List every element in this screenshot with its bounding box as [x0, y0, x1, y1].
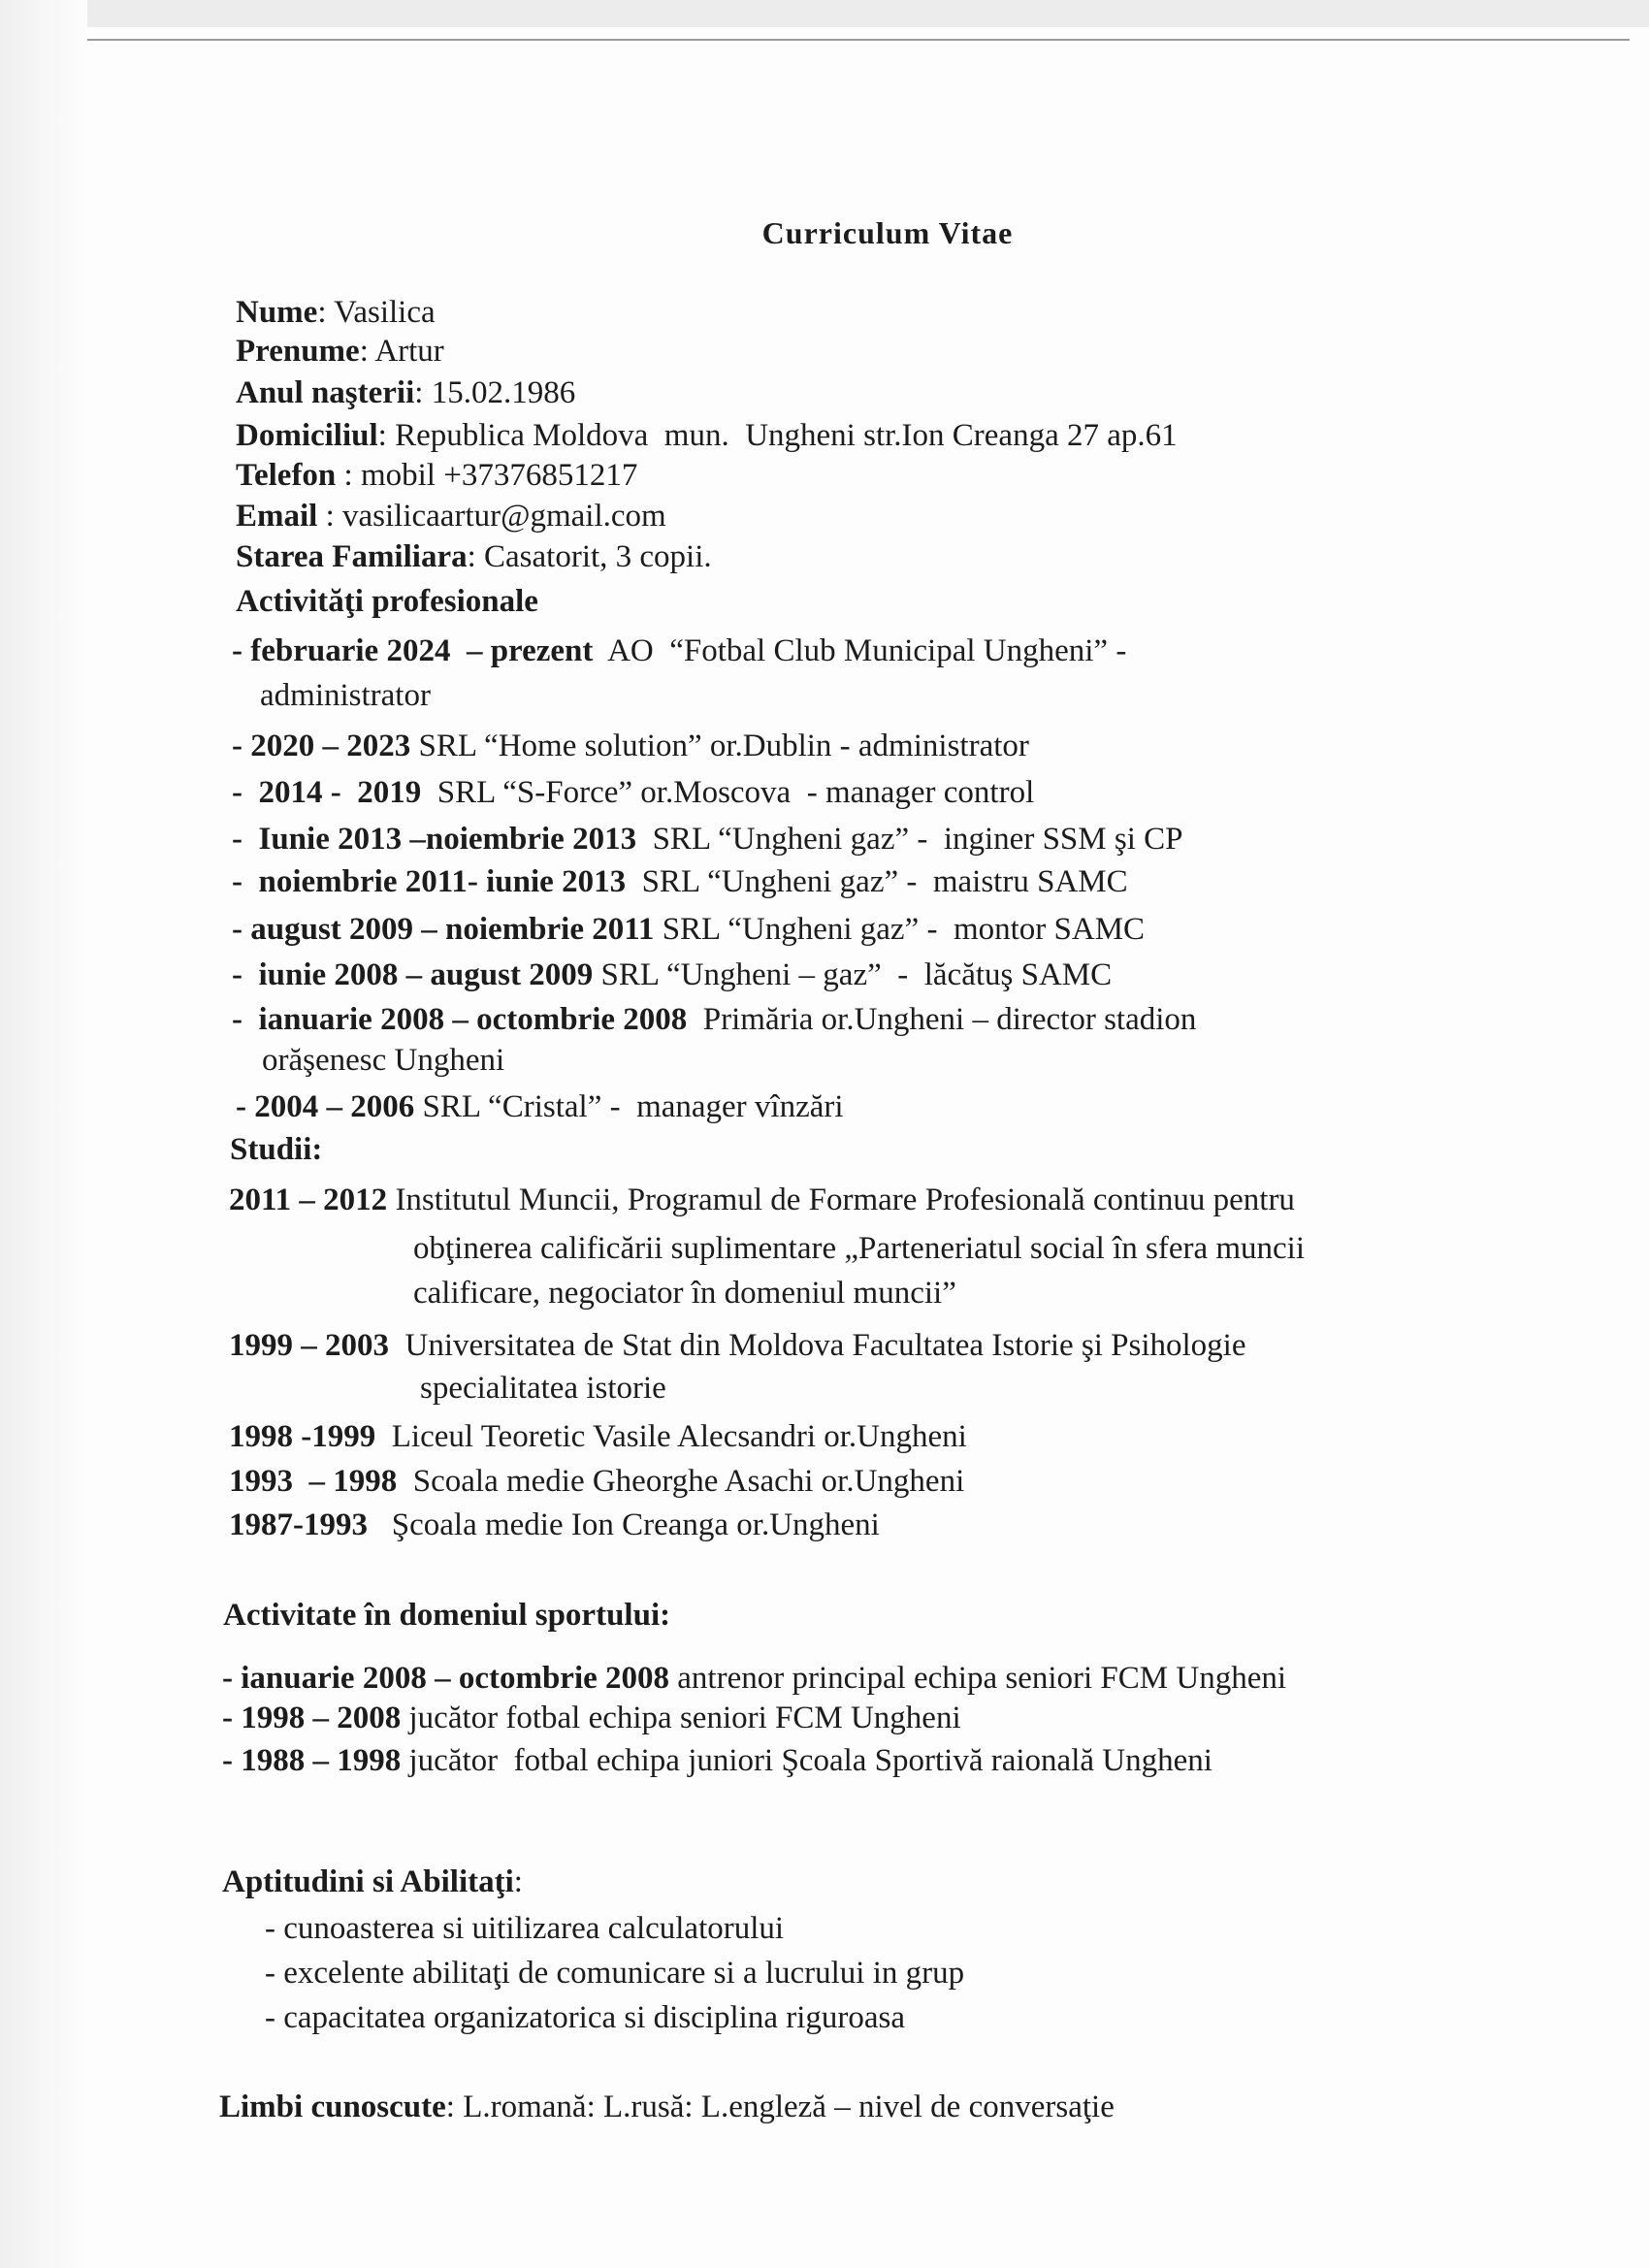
period: - august 2009 – noiembrie 2011	[232, 912, 655, 947]
education-item	[229, 1326, 1246, 1365]
field-label: Email	[236, 499, 318, 534]
period: - 2020 – 2023	[232, 729, 411, 763]
personal-phone	[236, 456, 637, 495]
skill-item: - excelente abilitaţi de comunicare si a lucrului in grup	[265, 1956, 965, 1991]
sport-item	[222, 1659, 1286, 1698]
field-value: Artur	[374, 334, 444, 369]
description: antrenor principal echipa seniori FCM Ungheni	[669, 1661, 1287, 1696]
scan-edge-line	[87, 39, 1630, 41]
description: Universitatea de Stat din Moldova Facultatea Istorie şi Psihologie	[389, 1328, 1246, 1363]
field-label: Anul naşterii	[236, 375, 415, 410]
experience-item	[232, 727, 1029, 765]
education-item-cont: calificare, negociator în domeniul muncii”	[413, 1276, 956, 1311]
heading-sep: :	[513, 1864, 523, 1899]
field-label: Prenume	[236, 334, 360, 369]
experience-item	[232, 910, 1145, 949]
field-label: Telefon	[236, 458, 337, 493]
field-value: Republica Moldova mun. Ungheni str.Ion Creanga 27 ap.61	[395, 418, 1178, 453]
field-sep: :	[317, 295, 335, 330]
education-heading: Studii:	[230, 1132, 323, 1167]
education-item	[229, 1506, 880, 1544]
period: - iunie 2008 – august 2009	[232, 957, 594, 992]
period: - ianuarie 2008 – octombrie 2008	[222, 1661, 670, 1696]
description: jucător fotbal echipa seniori FCM Ungheni	[401, 1701, 961, 1735]
period: - 2004 – 2006	[236, 1089, 415, 1124]
period: - februarie 2024 – prezent	[232, 633, 594, 668]
description: SRL “Ungheni gaz” - maistru SAMC	[626, 864, 1128, 899]
scan-border-left	[0, 0, 87, 2268]
period: 1999 – 2003	[229, 1328, 389, 1363]
heading-text: Aptitudini si Abilitaţi	[222, 1864, 514, 1899]
period: 1998 -1999	[229, 1419, 376, 1454]
languages-sep: :	[445, 2090, 464, 2124]
skills-heading	[222, 1863, 523, 1901]
experience-item	[236, 1087, 844, 1126]
period: - 1988 – 1998	[222, 1743, 402, 1778]
description: SRL “Ungheni gaz” - inginer SSM şi CP	[636, 822, 1183, 857]
experience-item	[232, 1000, 1196, 1039]
experience-item	[232, 862, 1128, 901]
period: - 1998 – 2008	[222, 1701, 402, 1735]
field-label: Nume	[236, 295, 318, 330]
sport-item	[222, 1741, 1212, 1780]
skill-item: - capacitatea organizatorica si disciplina riguroasa	[265, 2000, 905, 2035]
description: jucător fotbal echipa juniori Şcoala Sportivă raională Ungheni	[401, 1743, 1212, 1778]
field-sep: :	[377, 418, 396, 453]
experience-item	[232, 820, 1183, 859]
experience-item	[232, 956, 1112, 994]
field-value: Vasilica	[334, 295, 436, 330]
experience-item-cont: orăşenesc Ungheni	[262, 1043, 505, 1078]
languages-line	[219, 2088, 1115, 2126]
languages-label: Limbi cunoscute	[219, 2090, 446, 2124]
field-value: Casatorit, 3 copii.	[484, 539, 712, 574]
period: - 2014 - 2019	[232, 775, 422, 810]
personal-marital	[236, 537, 712, 576]
description: Primăria or.Ungheni – director stadion	[687, 1002, 1197, 1037]
field-sep: :	[317, 499, 343, 534]
skill-item: - cunoasterea si uitilizarea calculatorului	[265, 1911, 785, 1946]
description: SRL “Ungheni – gaz” - lăcătuş SAMC	[593, 957, 1113, 992]
sport-heading: Activitate în domeniul sportului:	[223, 1598, 671, 1633]
field-sep: :	[414, 375, 432, 410]
experience-item-cont: administrator	[260, 678, 431, 713]
field-sep: :	[336, 458, 361, 493]
description: AO “Fotbal Club Municipal Ungheni” -	[593, 633, 1127, 668]
field-sep: :	[359, 334, 375, 369]
description: Şcoala medie Ion Creanga or.Ungheni	[368, 1507, 880, 1542]
field-label: Domiciliul	[236, 418, 378, 453]
personal-surname	[236, 332, 444, 371]
field-value: mobil +37376851217	[360, 458, 638, 493]
description: SRL “Ungheni gaz” - montor SAMC	[654, 912, 1146, 947]
sport-item	[222, 1699, 961, 1737]
field-sep: :	[467, 539, 485, 574]
period: - ianuarie 2008 – octombrie 2008	[232, 1002, 688, 1037]
education-item	[229, 1417, 967, 1456]
description: Liceul Teoretic Vasile Alecsandri or.Ungheni	[375, 1419, 967, 1454]
field-label: Starea Familiara	[236, 539, 468, 574]
document-title: Curriculum Vitae	[761, 215, 1014, 250]
period: - noiembrie 2011- iunie 2013	[232, 864, 627, 899]
description: SRL “Cristal” - manager vînzări	[414, 1089, 844, 1124]
education-item-cont: obţinerea calificării suplimentare „Parteneriatul social în sfera muncii	[413, 1231, 1306, 1266]
education-item-cont: specialitatea istorie	[420, 1371, 666, 1406]
period: 2011 – 2012	[229, 1183, 388, 1217]
languages-value: L.romană: L.rusă: L.engleză – nivel de conversaţie	[463, 2090, 1115, 2124]
description: SRL “Home solution” or.Dublin - administrator	[410, 729, 1029, 763]
personal-name	[236, 293, 436, 332]
experience-item	[232, 632, 1126, 670]
education-item	[229, 1462, 964, 1501]
period: 1987-1993	[229, 1507, 368, 1542]
personal-email	[236, 497, 666, 535]
personal-birth	[236, 373, 575, 412]
description: SRL “S-Force” or.Moscova - manager control	[421, 775, 1035, 810]
field-value: 15.02.1986	[431, 375, 576, 410]
personal-address	[236, 416, 1178, 455]
description: Institutul Muncii, Programul de Formare Profesională continuu pentru	[387, 1183, 1295, 1217]
period: - Iunie 2013 –noiembrie 2013	[232, 822, 637, 857]
description: Scoala medie Gheorghe Asachi or.Ungheni	[397, 1464, 965, 1499]
education-item	[229, 1181, 1295, 1219]
experience-heading: Activităţi profesionale	[236, 584, 538, 619]
scan-border-top	[0, 0, 1649, 27]
experience-item	[232, 773, 1034, 812]
field-value: vasilicaartur@gmail.com	[342, 499, 666, 534]
period: 1993 – 1998	[229, 1464, 398, 1499]
